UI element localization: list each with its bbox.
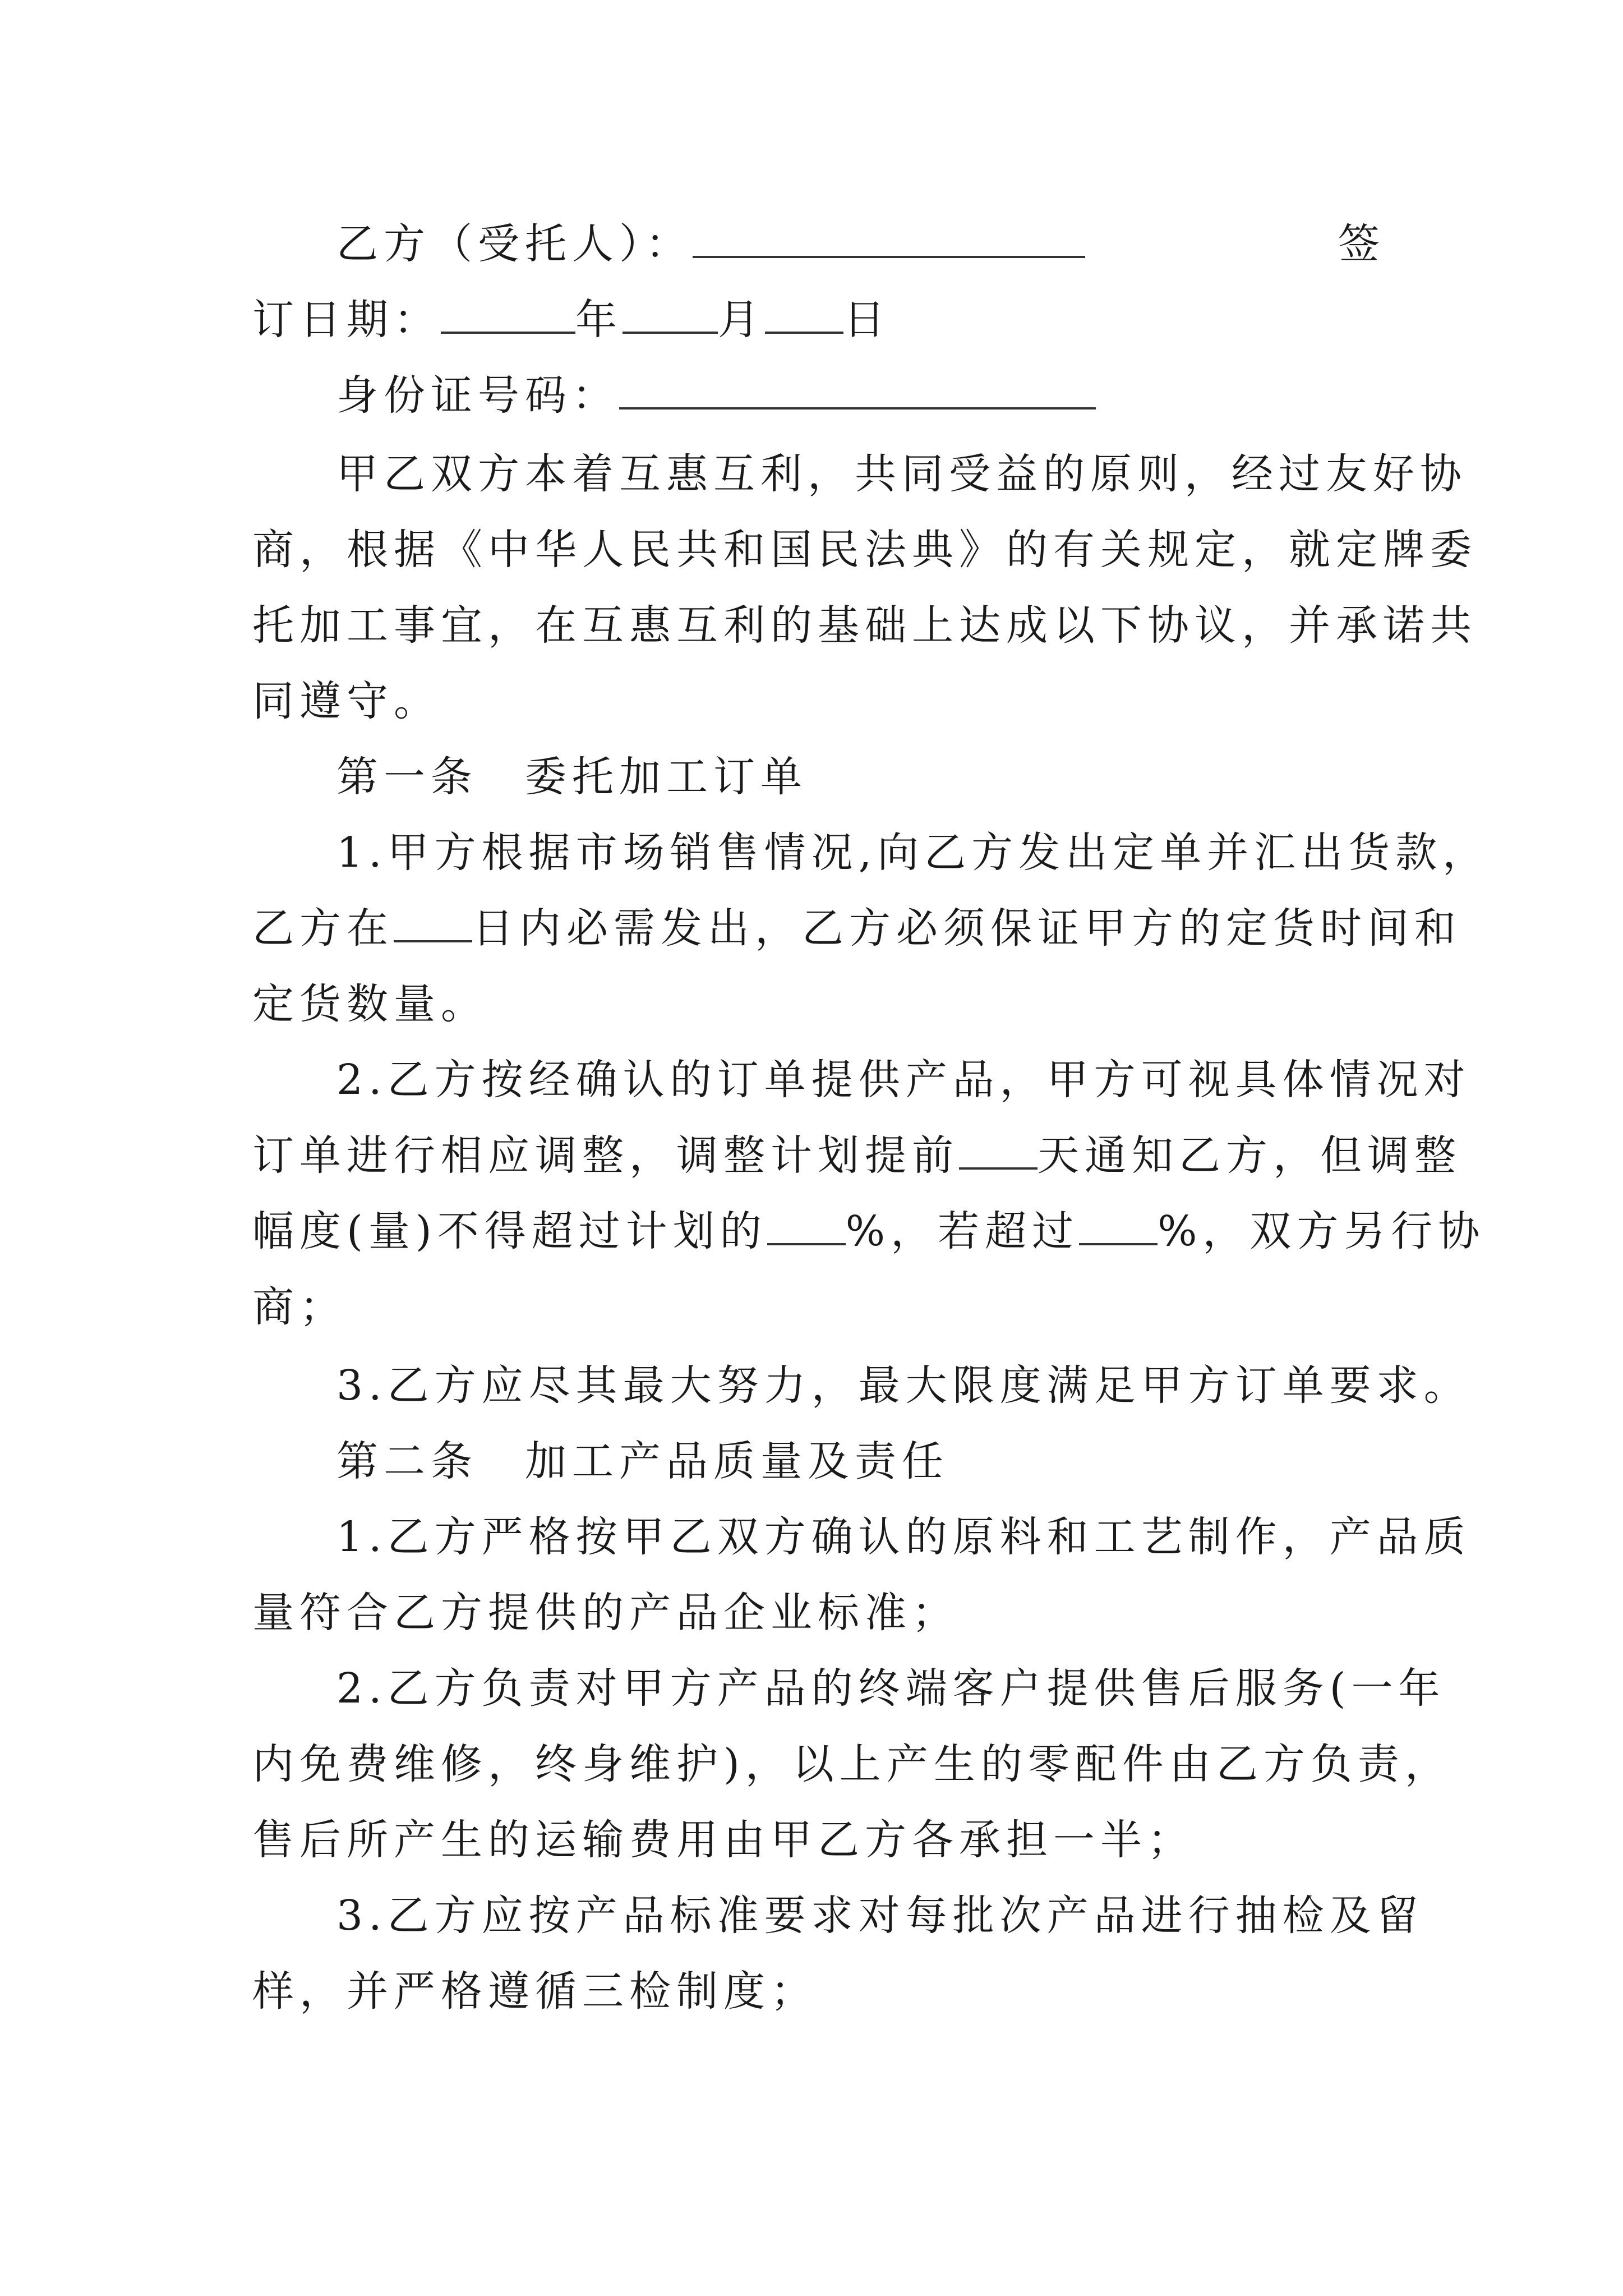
party-b-signature-line	[336, 216, 1385, 272]
party-b-label: 乙方（受托人）：	[336, 220, 693, 268]
text-segment: 天通知乙方，但调整	[1038, 1131, 1461, 1180]
article2-item2-line2: 内免费维修，终身维护)，以上产生的零配件由乙方负责，	[252, 1740, 1452, 1788]
percent-blank-2	[1079, 1209, 1158, 1245]
month-label: 月	[718, 296, 765, 344]
article1-item2-line1: 2.乙方按经确认的订单提供产品，甲方可视具体情况对	[336, 1056, 1471, 1104]
article1-item2-line3	[252, 1203, 1486, 1259]
percent-blank-1	[767, 1209, 846, 1245]
article1-item1-line2	[252, 900, 1461, 956]
article1-item2-line2	[252, 1128, 1461, 1184]
article1-item1-line3: 定货数量。	[252, 980, 488, 1028]
article2-item2-line1: 2.乙方负责对甲方产品的终端客户提供售后服务(一年	[336, 1664, 1446, 1713]
year-label: 年	[575, 296, 623, 344]
days-blank	[394, 907, 472, 942]
text-segment: %，双方另行协	[1158, 1207, 1486, 1255]
text-segment: %，若超过	[845, 1207, 1080, 1255]
text-segment: 幅度(量)不得超过计划的	[252, 1207, 767, 1255]
sign-date-line	[252, 292, 1385, 348]
article1-item2-line4: 商；	[252, 1283, 347, 1331]
article1-heading: 第一条 委托加工订单	[336, 753, 808, 801]
text-segment: 日内必需发出，乙方必须保证甲方的定货时间和	[472, 904, 1461, 953]
article2-item3-line1: 3.乙方应按产品标准要求对每批次产品进行抽检及留	[336, 1892, 1424, 1940]
id-number-line	[336, 367, 1385, 424]
text-segment: 乙方在	[252, 904, 394, 953]
id-label: 身份证号码：	[336, 371, 619, 420]
article2-heading: 第二条 加工产品质量及责任	[336, 1437, 949, 1485]
article2-item3-line2: 样，并严格遵循三检制度；	[252, 1967, 818, 2016]
article2-item1-line1: 1.乙方严格按甲乙双方确认的原料和工艺制作，产品质	[336, 1513, 1471, 1561]
article1-item3: 3.乙方应尽其最大努力，最大限度满足甲方订单要求。	[336, 1361, 1471, 1410]
intro-line-2: 商，根据《中华人民共和国民法典》的有关规定，就定牌委	[252, 526, 1477, 574]
year-blank	[441, 298, 575, 334]
notice-days-blank	[959, 1134, 1038, 1170]
article2-item2-line3: 售后所产生的运输费用由甲乙方各承担一半；	[252, 1816, 1195, 1864]
party-b-blank	[693, 222, 1085, 258]
text-segment: 订单进行相应调整，调整计划提前	[252, 1131, 959, 1180]
day-label: 日	[843, 296, 891, 344]
intro-line-4: 同遵守。	[252, 677, 441, 725]
article1-item1-line1: 1.甲方根据市场销售情况,向乙方发出定单并汇出货款，	[336, 829, 1490, 877]
month-blank	[623, 298, 718, 334]
day-blank	[765, 298, 843, 334]
id-blank	[619, 374, 1096, 409]
intro-line-3: 托加工事宜，在互惠互利的基础上达成以下协议，并承诺共	[252, 601, 1477, 650]
article2-item1-line2: 量符合乙方提供的产品企业标准；	[252, 1589, 959, 1637]
intro-line-1: 甲乙双方本着互惠互利，共同受益的原则，经过友好协	[336, 450, 1467, 498]
date-prefix: 订日期：	[252, 296, 441, 344]
sign-char: 签	[1338, 220, 1385, 268]
